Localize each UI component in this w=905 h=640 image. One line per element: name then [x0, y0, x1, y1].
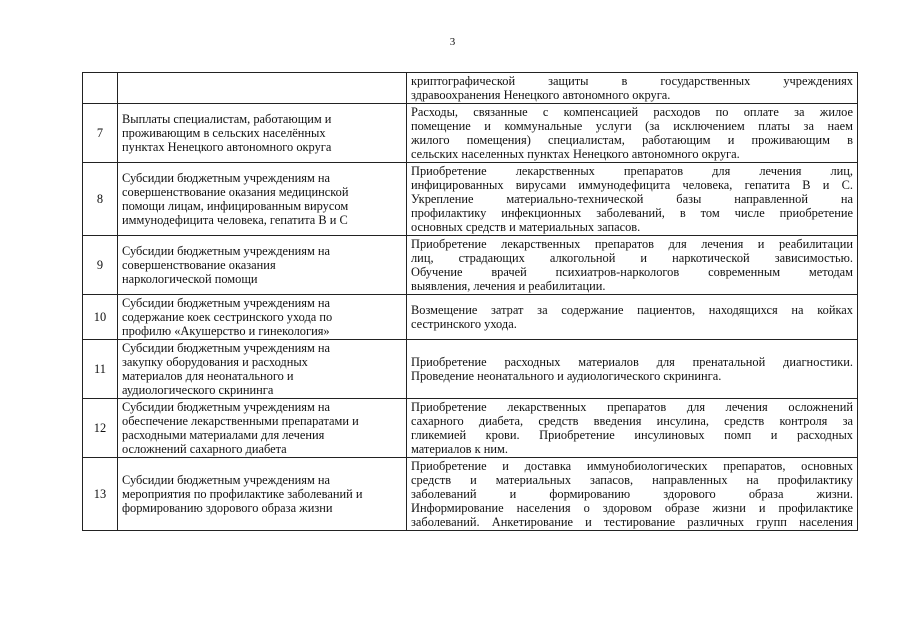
desc-line: Приобретение лекарственных препаратов для лечения лиц,: [411, 164, 853, 178]
row-number: 10: [83, 295, 118, 340]
name-line: совершенствование оказания: [122, 258, 276, 272]
table-row: [83, 295, 858, 340]
table-row: [83, 73, 858, 104]
desc-line: Приобретение расходных материалов для пренатальной диагностики.: [411, 355, 853, 369]
table-row: [83, 236, 858, 295]
row-description: [407, 458, 858, 531]
row-name: [118, 295, 407, 340]
name-line: иммунодефицита человека, гепатита В и С: [122, 213, 348, 227]
desc-line: здравоохранения Ненецкого автономного округа.: [411, 88, 671, 102]
row-name: [118, 163, 407, 236]
name-line: Субсидии бюджетным учреждениям на: [122, 473, 331, 487]
desc-line: гликемией крови. Приобретение инсулиновых помп и расходных: [411, 428, 853, 442]
table-row: [83, 163, 858, 236]
desc-line: заболеваний. Анкетирование и тестирование различных групп населения: [411, 515, 853, 529]
row-number: 8: [83, 163, 118, 236]
row-description: [407, 104, 858, 163]
table-body: [83, 73, 858, 531]
name-line: помощи лицам, инфицированным вирусом: [122, 199, 349, 213]
desc-line: профилактику инфекционных заболеваний, в том числе приобретение: [411, 206, 853, 220]
desc-line: Возмещение затрат за содержание пациентов, находящихся на койках: [411, 303, 853, 317]
row-description: [407, 399, 858, 458]
row-description: [407, 295, 858, 340]
name-line: закупку оборудования и расходных: [122, 355, 308, 369]
row-description: [407, 73, 858, 104]
desc-line: Приобретение лекарственных препаратов для лечения осложнений: [411, 400, 853, 414]
row-name: [118, 104, 407, 163]
desc-line: Приобретение и доставка иммунобиологических препаратов, основных: [411, 459, 853, 473]
row-name: [118, 340, 407, 399]
desc-line: сельских населенных пунктах Ненецкого автономного округа.: [411, 147, 740, 161]
row-number: [83, 73, 118, 104]
row-number: 11: [83, 340, 118, 399]
page-number: 3: [449, 36, 456, 48]
name-line: Субсидии бюджетным учреждениям на: [122, 244, 331, 258]
desc-line: лиц, страдающих алкогольной и наркотической зависимостью.: [411, 251, 853, 265]
desc-line: инфицированных вирусами иммунодефицита человека, гепатита В и С.: [411, 178, 853, 192]
row-name: [118, 458, 407, 531]
desc-line: Приобретение лекарственных препаратов для лечения и реабилитации: [411, 237, 853, 251]
row-number: 13: [83, 458, 118, 531]
name-line: Субсидии бюджетным учреждениям на: [122, 400, 331, 414]
table-row: [83, 340, 858, 399]
desc-line: Укрепление материально-технической базы направленной на: [411, 192, 853, 206]
row-description: [407, 163, 858, 236]
program-table: [82, 72, 858, 531]
desc-line: сестринского ухода.: [411, 317, 517, 331]
name-line: Субсидии бюджетным учреждениям на: [122, 296, 331, 310]
desc-line: материалов к ним.: [411, 442, 508, 456]
name-line: содержание коек сестринского ухода по: [122, 310, 333, 324]
desc-line: Обучение врачей психиатров-наркологов современным методам: [411, 265, 853, 279]
name-line: Выплаты специалистам, работающим и: [122, 112, 332, 126]
row-description: [407, 340, 858, 399]
name-line: материалов для неонатального и: [122, 369, 294, 383]
name-line: осложнений сахарного диабета: [122, 442, 287, 456]
name-line: наркологической помощи: [122, 272, 258, 286]
desc-line: помещение и коммунальные услуги (за исключением платы за наем: [411, 119, 853, 133]
name-line: Субсидии бюджетным учреждениям на: [122, 341, 331, 355]
name-line: проживающим в сельских населённых: [122, 126, 326, 140]
row-number: 7: [83, 104, 118, 163]
name-line: мероприятия по профилактике заболеваний и: [122, 487, 363, 501]
table-row: [83, 399, 858, 458]
name-line: обеспечение лекарственными препаратами и: [122, 414, 359, 428]
name-line: совершенствование оказания медицинской: [122, 185, 349, 199]
desc-line: сахарного диабета, средств введения инсулина, средств контроля за: [411, 414, 853, 428]
desc-line: криптографической защиты в государственных учреждениях: [411, 74, 853, 88]
row-number: 12: [83, 399, 118, 458]
desc-line: Расходы, связанные с компенсацией расходов по оплате за жилое: [411, 105, 853, 119]
row-name: [118, 73, 407, 104]
name-line: Субсидии бюджетным учреждениям на: [122, 171, 331, 185]
table-row: [83, 458, 858, 531]
row-name: [118, 399, 407, 458]
table-row: [83, 104, 858, 163]
desc-line: Проведение неонатального и аудиологического скрининга.: [411, 369, 722, 383]
name-line: пунктах Ненецкого автономного округа: [122, 140, 332, 154]
name-line: аудиологического скрининга: [122, 383, 274, 397]
row-name: [118, 236, 407, 295]
row-description: [407, 236, 858, 295]
name-line: расходными материалами для лечения: [122, 428, 325, 442]
desc-line: заболеваний и формированию здорового образа жизни.: [411, 487, 853, 501]
desc-line: средств и материальных запасов, направленных на профилактику: [411, 473, 853, 487]
desc-line: основных средств и материальных запасов.: [411, 220, 641, 234]
desc-line: жилого помещения) специалистам, работающим и проживающим в: [411, 133, 853, 147]
name-line: профилю «Акушерство и гинекология»: [122, 324, 330, 338]
desc-line: Информирование населения о здоровом образе жизни и профилактике: [411, 501, 853, 515]
name-line: формированию здорового образа жизни: [122, 501, 333, 515]
row-number: 9: [83, 236, 118, 295]
desc-line: выявления, лечения и реабилитации.: [411, 279, 606, 293]
